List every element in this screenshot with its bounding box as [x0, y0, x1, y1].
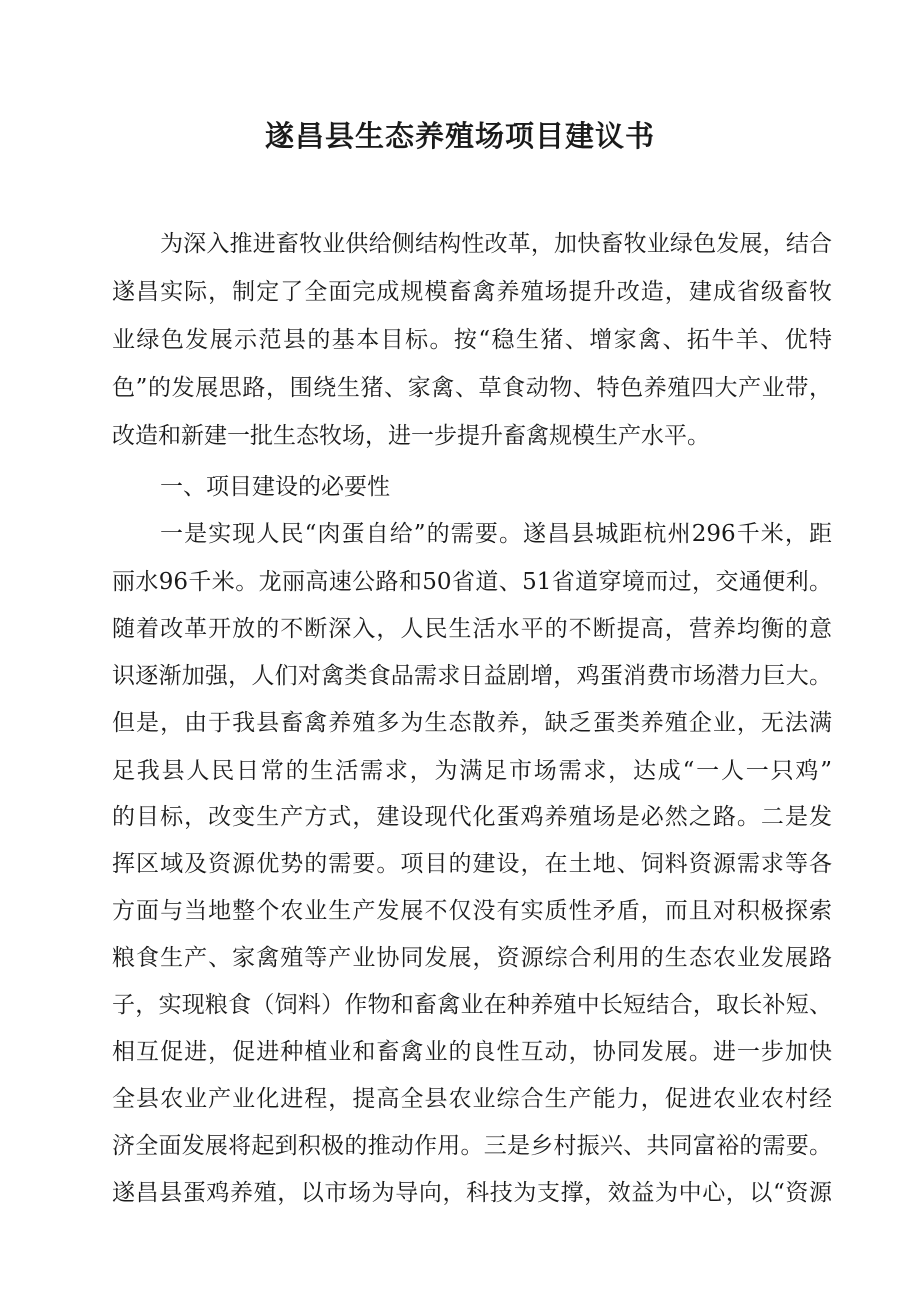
paragraph-line: 的目标，改变生产方式，建设现代化蛋鸡养殖场是必然之路。二是发 — [112, 804, 832, 830]
paragraph-line: 方面与当地整个农业生产发展不仅没有实质性矛盾，而且对积极探索 — [112, 898, 832, 924]
paragraph-line: 子，实现粮食（饲料）作物和畜禽业在种养殖中长短结合，取长补短、 — [112, 992, 832, 1018]
paragraph-line: 识逐渐加强，人们对禽类食品需求日益剧增，鸡蛋消费市场潜力巨大。 — [112, 663, 832, 689]
paragraph-line: 随着改革开放的不断深入，人民生活水平的不断提高，营养均衡的意 — [112, 616, 832, 642]
document-title: 遂昌县生态养殖场项目建议书 — [264, 119, 655, 153]
paragraph-line: 粮食生产、家禽殖等产业协同发展，资源综合利用的生态农业发展路 — [112, 945, 832, 971]
paragraph-line: 为深入推进畜牧业供给侧结构性改革，加快畜牧业绿色发展，结合 — [160, 231, 832, 257]
paragraph-line: 全县农业产业化进程，提高全县农业综合生产能力，促进农业农村经 — [112, 1086, 832, 1112]
paragraph-line: 色”的发展思路，围绕生猪、家禽、草食动物、特色养殖四大产业带， — [112, 375, 832, 401]
paragraph-line: 业绿色发展示范县的基本目标。按“稳生猪、增家禽、拓牛羊、优特 — [112, 327, 832, 353]
paragraph-line: 挥区域及资源优势的需要。项目的建设，在土地、饲料资源需求等各 — [112, 851, 832, 877]
paragraph-line: 遂昌县蛋鸡养殖，以市场为导向，科技为支撑，效益为中心，以“资源 — [112, 1180, 832, 1206]
paragraph-line: 改造和新建一批生态牧场，进一步提升畜禽规模生产水平。 — [112, 423, 710, 449]
paragraph-line: 济全面发展将起到积极的推动作用。三是乡村振兴、共同富裕的需要。 — [112, 1133, 832, 1159]
section-heading: 一、项目建设的必要性 — [160, 474, 390, 500]
paragraph-line: 相互促进，促进种植业和畜禽业的良性互动，协同发展。进一步加快 — [112, 1039, 832, 1065]
paragraph-line: 遂昌实际，制定了全面完成规模畜禽养殖场提升改造，建成省级畜牧 — [112, 279, 832, 305]
paragraph-line: 但是，由于我县畜禽养殖多为生态散养，缺乏蛋类养殖企业，无法满 — [112, 710, 832, 736]
paragraph-line: 一是实现人民“肉蛋自给”的需要。遂昌县城距杭州296千米，距 — [160, 521, 832, 547]
paragraph-line: 丽水96千米。龙丽高速公路和50省道、51省道穿境而过，交通便利。 — [112, 569, 832, 595]
paragraph-line: 足我县人民日常的生活需求，为满足市场需求，达成“一人一只鸡” — [112, 758, 832, 784]
